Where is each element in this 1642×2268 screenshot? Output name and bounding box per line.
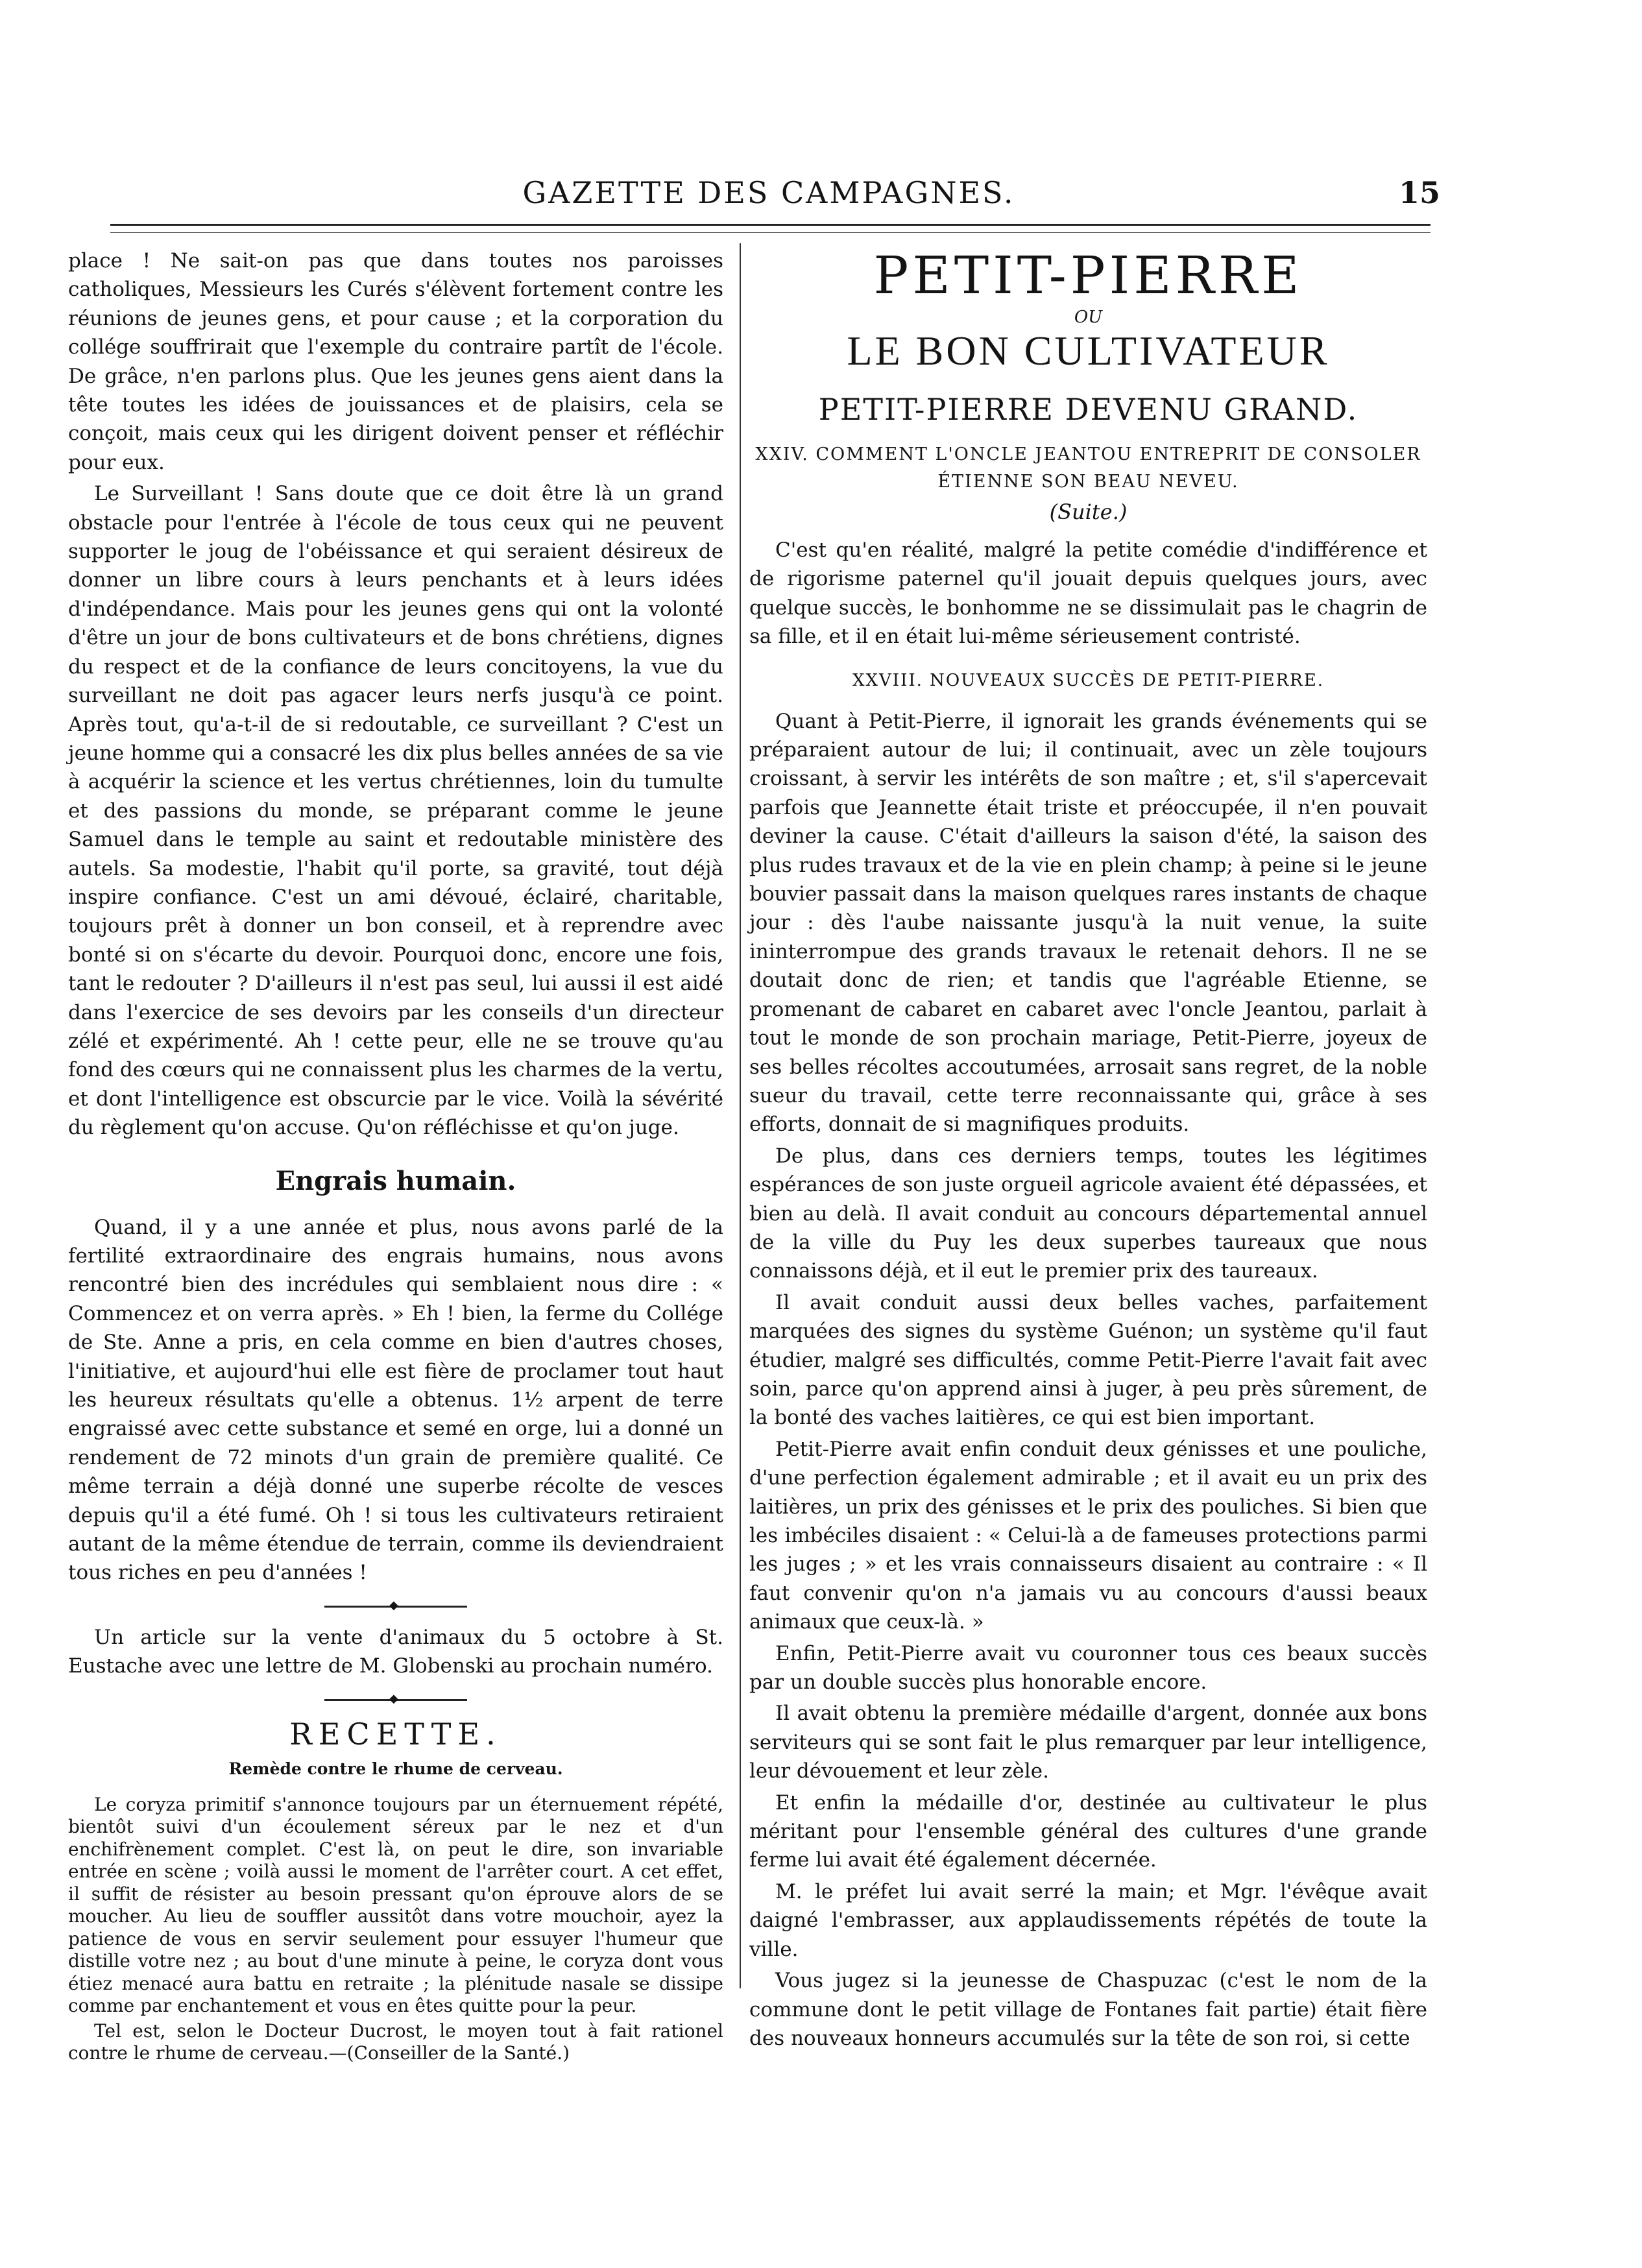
notice-paragraph: Un article sur la vente d'animaux du 5 octobre à St. Eustache avec une lettre de M. Globenski au prochain numéro.: [68, 1625, 723, 1678]
feuilleton-paragraph: Vous jugez si la jeunesse de Chaspuzac (c'est le nom de la commune dont le petit village de Fontanes fait partie) était fière des nouveaux honneurs accumulés sur la tête de son roi, si cette: [749, 1969, 1427, 2050]
chapter-heading: XXVIII. NOUVEAUX SUCCÈS DE PETIT-PIERRE.: [852, 670, 1324, 690]
column-divider: [740, 243, 741, 1988]
feuilleton-paragraph: C'est qu'en réalité, malgré la petite comédie d'indifférence et de rigorisme paternel qu'il jouait depuis quelques jours, avec quelque succès, le bonhomme ne se dissimulait pas le chagrin de sa fille, et il en était lui-même sérieusement contristé.: [749, 538, 1427, 649]
feuilleton-paragraph: Petit-Pierre avait enfin conduit deux génisses et une pouliche, d'une perfection également admirable ; et il avait eu un prix des laitières, un prix des génisses et le prix des pouliches. Si bien que les imbéciles disaient : « Celui-là a de fameuses protections parmi les juges ; » et les vrais connaisseurs disaient au contraire : « Il faut convenir qu'on n'a jamais vu au concours d'aussi beaux animaux que ceux-là. »: [749, 1437, 1427, 1634]
page-header: [110, 175, 1440, 221]
suite-label: (Suite.): [1049, 500, 1128, 524]
chapter-heading: XXIV. COMMENT L'ONCLE JEANTOU ENTREPRIT DE CONSOLER ÉTIENNE SON BEAU NEVEU.: [755, 444, 1421, 492]
page-number: 15: [1398, 175, 1440, 210]
feuilleton-paragraph: Il avait conduit aussi deux belles vaches, parfaitement marquées des signes du système Guénon; un système qu'il faut étudier, malgré ses difficultés, comme Petit-Pierre l'avait fait avec soin, parce qu'on apprend ainsi à juger, à peu près sûrement, de la bonté des vaches laitières, ce qui est bien important.: [749, 1290, 1427, 1430]
feuilleton-paragraph: Enfin, Petit-Pierre avait vu couronner tous ces beaux succès par un double succès plus honorable encore.: [749, 1641, 1427, 1695]
feuilleton-subtitle: LE BON CULTIVATEUR: [847, 328, 1330, 374]
recette-subheading: Remède contre le rhume de cerveau.: [228, 1759, 563, 1778]
feuilleton-part-title: PETIT-PIERRE DEVENU GRAND.: [818, 392, 1358, 427]
header-rule: [110, 224, 1431, 226]
recette-heading: RECETTE.: [289, 1716, 502, 1752]
recette-closing: Tel est, selon le Docteur Ducrost, le moyen tout à fait rationel contre le rhume de cerveau.—(Conseiller de la Santé.): [68, 2020, 723, 2064]
recette-paragraph: Le coryza primitif s'annonce toujours par un éternuement répété, bientôt suivi d'un écoulement séreux par le nez et d'un enchifrènement complet. C'est là, on peut le dire, son invariable entrée en scène ; voilà aussi le moment de l'arrêter court. A cet effet, il suffit de résister au besoin pressant qu'on éprouve alors de se moucher. Au lieu de souffler aussitôt dans votre mouchoir, ayez la patience de vous en servir seulement pour essuyer l'humeur que distille votre nez ; au bout d'une minute à peine, le coryza dont vous étiez menacé aura battu en retraite ; la plénitude nasale se dissipe comme par enchantement et vous en êtes quitte pour la peur.: [68, 1793, 723, 2017]
article-paragraph: place ! Ne sait-on pas que dans toutes nos paroisses catholiques, Messieurs les Curés s'élèvent fortement contre les réunions de jeunes gens, et pour cause ; et la corporation du collége souffrirait que l'exemple du contraire partît de l'école. De grâce, n'en parlons plus. Que les jeunes gens aient dans la tête toutes les idées de jouissances et de plaisirs, cela se conçoit, mais ceux qui les dirigent doivent penser et réfléchir pour eux.: [68, 249, 723, 474]
left-column: [68, 247, 723, 2068]
feuilleton-paragraph: Et enfin la médaille d'or, destinée au cultivateur le plus méritant pour l'ensemble général des cultures d'une grande ferme lui avait été également décernée.: [749, 1791, 1427, 1872]
feuilleton-title: PETIT-PIERRE: [873, 245, 1303, 306]
article-paragraph: Le Surveillant ! Sans doute que ce doit être là un grand obstacle pour l'entrée à l'école de tous ceux qui ne peuvent supporter le joug de l'obéissance et qui seraient désireux de donner un libre cours à leurs penchants et à leurs idées d'indépendance. Mais pour les jeunes gens qui ont la volonté d'être un jour de bons cultivateurs et de bons chrétiens, dignes du respect et de la confiance de leurs concitoyens, la vue du surveillant ne doit pas agacer leurs nerfs jusqu'à ce point. Après tout, qu'a-t-il de si redoutable, ce surveillant ? C'est un jeune homme qui a consacré les dix plus belles années de sa vie à acquérir la science et les vertus chrétiennes, loin du tumulte et des passions du monde, se préparant comme le jeune Samuel dans le temple au saint et redoutable ministère des autels. Sa modestie, l'habit qu'il porte, sa gravité, tout déjà inspire confiance. C'est un ami dévoué, éclairé, charitable, toujours prêt à donner un bon conseil, et à reprendre avec bonté si on s'écarte du devoir. Pourquoi donc, encore une fois, tant le redouter ? D'ailleurs il n'est pas seul, lui aussi il est aidé dans l'exercice de ses devoirs par les conseils d'un directeur zélé et expérimenté. Ah ! cette peur, elle ne se trouve qu'au fond des cœurs qui ne connaissent plus les charmes de la vertu, et dont l'intelligence est obscurcie par le vice. Voilà la sévérité du règlement qu'on accuse. Qu'on réfléchisse et qu'on juge.: [68, 482, 723, 1140]
engrais-paragraph: Quand, il y a une année et plus, nous avons parlé de la fertilité extraordinaire des engrais humains, nous avons rencontré bien des incrédules qui semblaient nous dire : « Commencez et on verra après. » Eh ! bien, la ferme du Collége de Ste. Anne a pris, en cela comme en bien d'autres choses, l'initiative, et aujourd'hui elle est fière de proclamer tout haut les heureux résultats qu'elle a obtenus. 1½ arpent de terre engraissé avec cette substance et semé en orge, lui a donné un rendement de 72 minots d'un grain de première qualité. Ce même terrain a déjà donné une superbe récolte de vesces depuis qu'il a été fumé. Oh ! si tous les cultivateurs retiraient autant de la même étendue de terrain, comme ils deviendraient tous riches en peu d'années !: [68, 1215, 723, 1585]
header-rule-thin: [110, 232, 1431, 233]
newspaper-title: GAZETTE DES CAMPAGNES.: [522, 175, 1015, 210]
feuilleton-ou: OU: [1074, 308, 1103, 327]
feuilleton-paragraph: Quant à Petit-Pierre, il ignorait les grands événements qui se préparaient autour de lui; il continuait, avec un zèle toujours croissant, à servir les intérêts de son maître ; et, s'il s'apercevait parfois que Jeannette était triste et préoccupée, il n'en pouvait deviner la cause. C'était d'ailleurs la saison d'été, la saison des plus rudes travaux et de la vie en plein champ; à peine si le jeune bouvier passait dans la maison quelques rares instants de chaque jour : dès l'aube naissante jusqu'à la nuit venue, la suite ininterrompue des grands travaux le retenait dehors. Il ne se doutait donc de rien; et tandis que l'agréable Etienne, se promenant de cabaret en cabaret avec l'oncle Jeantou, parlait à tout le monde de son prochain mariage, Petit-Pierre, joyeux de ses belles récoltes accoutumées, arrosait sans regret, de la noble sueur du travail, cette terre reconnaissante qui, grâce à ses efforts, donnait de si magnifiques produits.: [749, 709, 1427, 1137]
feuilleton-paragraph: Il avait obtenu la première médaille d'argent, donnée aux bons serviteurs qui se sont fait le plus remarquer par leur intelligence, leur dévouement et leur zèle.: [749, 1702, 1427, 1783]
right-column: [749, 247, 1427, 2055]
ornamental-separator: [324, 1606, 467, 1608]
feuilleton-paragraph: M. le préfet lui avait serré la main; et Mgr. l'évêque avait daigné l'embrasser, aux applaudissements répétés de toute la ville.: [749, 1879, 1427, 1961]
ornamental-separator: [324, 1699, 467, 1701]
engrais-heading: Engrais humain.: [275, 1165, 516, 1196]
feuilleton-paragraph: De plus, dans ces derniers temps, toutes les légitimes espérances de son juste orgueil agricole avaient été dépassées, et bien au delà. Il avait conduit au concours départemental annuel de la ville du Puy les deux superbes taureaux que nous connaissons déjà, et il eut le premier prix des taureaux.: [749, 1144, 1427, 1283]
